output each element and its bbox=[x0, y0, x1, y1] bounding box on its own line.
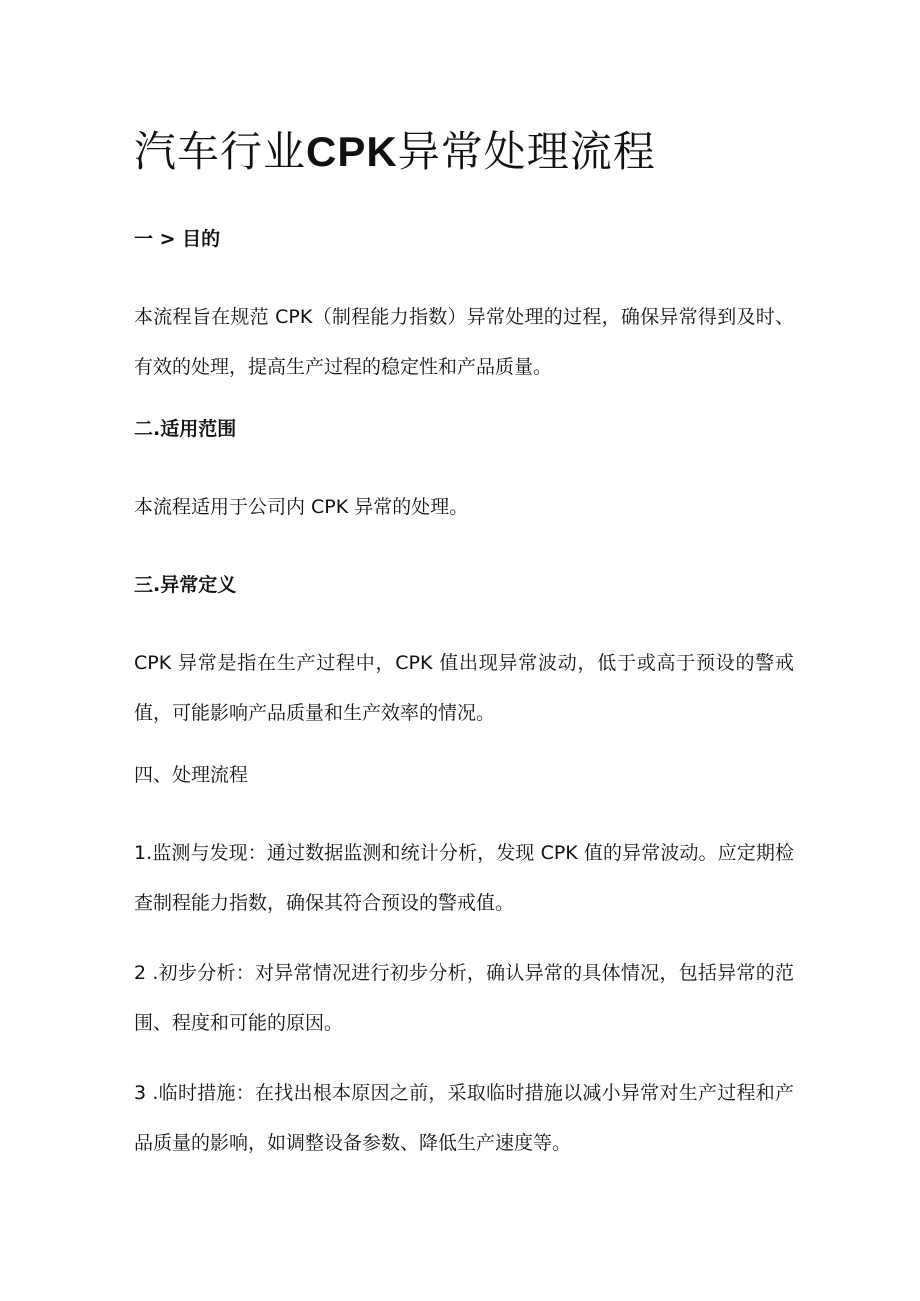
section-text-purpose: 本流程旨在规范 CPK（制程能力指数）异常处理的过程，确保异常得到及时、有效的处理，提高生产过程的稳定性和产品质量。 bbox=[134, 306, 794, 378]
process-step-2: 2 .初步分析：对异常情况进行初步分析，确认异常的具体情况，包括异常的范围、程度和可能的原因。 bbox=[134, 962, 794, 1034]
section-heading-process: 四、处理流程 bbox=[134, 764, 249, 786]
section-text-scope: 本流程适用于公司内 CPK 异常的处理。 bbox=[134, 496, 469, 518]
section-heading-definition: 三.异常定义 bbox=[134, 574, 237, 596]
title-latin: CPK bbox=[306, 128, 398, 175]
title-prefix: 汽车行业 bbox=[134, 127, 307, 176]
title-suffix: 异常处理流程 bbox=[397, 127, 656, 176]
process-step-3: 3 .临时措施：在找出根本原因之前，采取临时措施以减小异常对生产过程和产品质量的影响，如调整设备参数、降低生产速度等。 bbox=[134, 1082, 794, 1154]
section-text-definition: CPK 异常是指在生产过程中，CPK 值出现异常波动，低于或高于预设的警戒值，可能影响产品质量和生产效率的情况。 bbox=[134, 652, 794, 724]
page-title bbox=[134, 122, 794, 182]
section-heading-scope: 二.适用范围 bbox=[134, 418, 237, 440]
process-step-1: 1.监测与发现：通过数据监测和统计分析，发现 CPK 值的异常波动。应定期检查制程能力指数，确保其符合预设的警戒值。 bbox=[134, 842, 794, 914]
document-body bbox=[134, 122, 794, 1188]
section-heading-purpose: 一 > 目的 bbox=[134, 228, 221, 250]
